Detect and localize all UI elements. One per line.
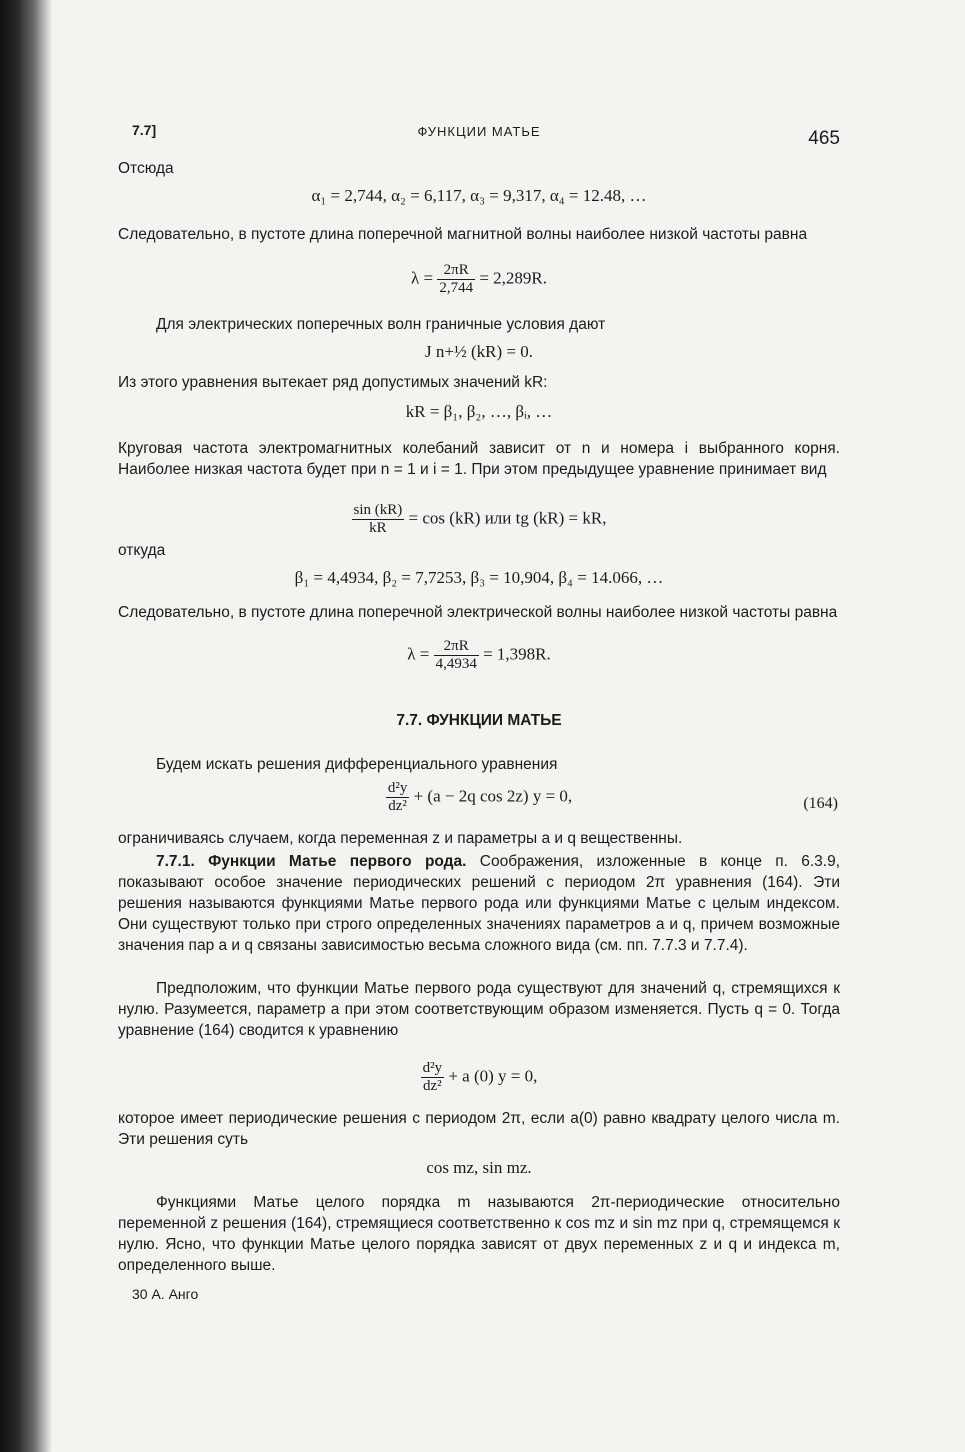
- page: [118, 120, 840, 1320]
- paragraph: Функциями Матье целого порядка m называются 2π-периодические относительно переменной z решения (164), стремящиеся соответственно к cos mz и sin mz при q, стремящемся к нулю. Ясно, что функции Матье целого порядка зависят от двух переменных z и q и индекса m, определенного выше.: [118, 1194, 840, 1274]
- denominator: dz²: [388, 798, 407, 814]
- fraction: [352, 502, 405, 537]
- fraction: [434, 638, 479, 673]
- section-heading: 7.7. ФУНКЦИИ МАТЬЕ: [396, 712, 562, 729]
- text-otsyuda: [118, 158, 840, 179]
- numerator: 2πR: [434, 638, 479, 656]
- numerator: d²y: [422, 1060, 443, 1076]
- denominator: dz²: [423, 1078, 442, 1094]
- header-title: ФУНКЦИИ МАТЬЕ: [417, 124, 541, 139]
- paragraph-first-kind: [118, 851, 840, 956]
- eq-rhs: = 1,398R.: [483, 644, 551, 664]
- eq-rhs: = 2,289R.: [479, 268, 548, 288]
- equation-number: (164): [803, 795, 838, 812]
- fraction: [386, 780, 410, 815]
- equation-lambda-1: [118, 262, 840, 297]
- paragraph: Из этого уравнения вытекает ряд допустимых значений kR:: [118, 374, 548, 391]
- paragraph-suppose: [118, 978, 840, 1041]
- paragraph: которое имеет периодические решения с периодом 2π, если a(0) равно квадрату целого числа m. Эти решения суть: [118, 1110, 840, 1148]
- denominator: 4,4934: [435, 656, 477, 672]
- footer-signature: 30 А. Анго: [132, 1286, 199, 1302]
- numerator: sin (kR): [353, 502, 403, 518]
- paragraph-magnetic: [118, 224, 840, 245]
- eq-lhs: λ =: [410, 268, 434, 288]
- equation-mathieu: [118, 780, 840, 815]
- equation-alpha: α₁ = 2,744, α₂ = 6,117, α₃ = 9,317, α₄ = 12.48, …: [311, 186, 647, 205]
- equation-beta: β₁ = 4,4934, β₂ = 7,7253, β₃ = 10,904, β₄ = 14.066, …: [294, 568, 664, 587]
- equation-bessel: J n+½ (kR) = 0.: [425, 342, 533, 361]
- paragraph-periodic: [118, 1108, 840, 1150]
- paragraph-text: Соображения, изложенные в конце п. 6.3.9, показывают особое значение периодических решений с периодом 2π уравнения (164). Эти решения называются функциями Матье первого рода или функциями Матье с целым индексом. Они существуют только при строго определенных значениях параметров a и q, причем возможные значения пар a и q связаны зависимостью весьма сложного вида (см. пп. 7.7.3 и 7.7.4).: [118, 853, 841, 954]
- paragraph-seek: [118, 754, 840, 775]
- paragraph: [118, 851, 840, 956]
- paragraph: Будем искать решения дифференциального уравнения: [156, 756, 558, 773]
- denominator: 2,744: [439, 280, 474, 296]
- paragraph: Отсюда: [118, 160, 174, 177]
- paragraph: Предположим, что функции Матье первого рода существуют для значений q, стремящихся к нулю. Разумеется, параметр a при этом соответствующим образом изменяется. Пусть q = 0. Тогда уравнение (164) сводится к уравнению: [118, 980, 840, 1039]
- numerator: d²y: [387, 780, 408, 796]
- paragraph-restrict: [118, 828, 840, 849]
- header-section: 7.7]: [132, 122, 157, 138]
- paragraph-circular: [118, 438, 840, 480]
- running-header: [118, 120, 840, 150]
- paragraph: Круговая частота электромагнитных колебаний зависит от n и номера i выбранного корня. Наиболее низкая частота будет при n = 1 и i = 1. При этом предыдущее уравнение принимает вид: [118, 440, 840, 478]
- paragraph: Следовательно, в пустоте длина поперечной электрической волны наиболее низкой частоты равна: [118, 604, 838, 621]
- subsection-title: 7.7.1. Функции Матье первого рода.: [156, 853, 467, 870]
- equation-cos-sin: cos mz, sin mz.: [426, 1158, 532, 1177]
- denominator: kR: [369, 520, 387, 536]
- equation-sin: [118, 502, 840, 537]
- eq-rhs: + a (0) y = 0,: [448, 1066, 538, 1086]
- paragraph-values: [118, 372, 840, 393]
- paragraph-electric-wave: [118, 602, 840, 623]
- paragraph: Для электрических поперечных волн граничные условия дают: [156, 316, 606, 333]
- eq-rhs: = cos (kR) или tg (kR) = kR,: [408, 508, 607, 528]
- paragraph-integer-order: [118, 1192, 840, 1276]
- fraction: [437, 262, 475, 297]
- text-otkuda: [118, 540, 840, 561]
- equation-reduced: [118, 1060, 840, 1095]
- paragraph: ограничиваясь случаем, когда переменная z и параметры a и q вещественны.: [118, 830, 683, 847]
- paragraph-electric: [118, 314, 840, 335]
- equation-lambda-2: [118, 638, 840, 673]
- equation-kr: kR = β₁, β₂, …, βᵢ, …: [405, 402, 553, 421]
- fraction: [421, 1060, 445, 1095]
- book-spine-shadow: [0, 0, 52, 1452]
- eq-rhs: + (a − 2q cos 2z) y = 0,: [413, 786, 573, 806]
- numerator: 2πR: [437, 262, 475, 280]
- paragraph: откуда: [118, 542, 166, 559]
- eq-lhs: λ =: [407, 644, 430, 664]
- paragraph: Следовательно, в пустоте длина поперечной магнитной волны наиболее низкой частоты равна: [118, 226, 808, 243]
- page-number: 465: [808, 128, 840, 149]
